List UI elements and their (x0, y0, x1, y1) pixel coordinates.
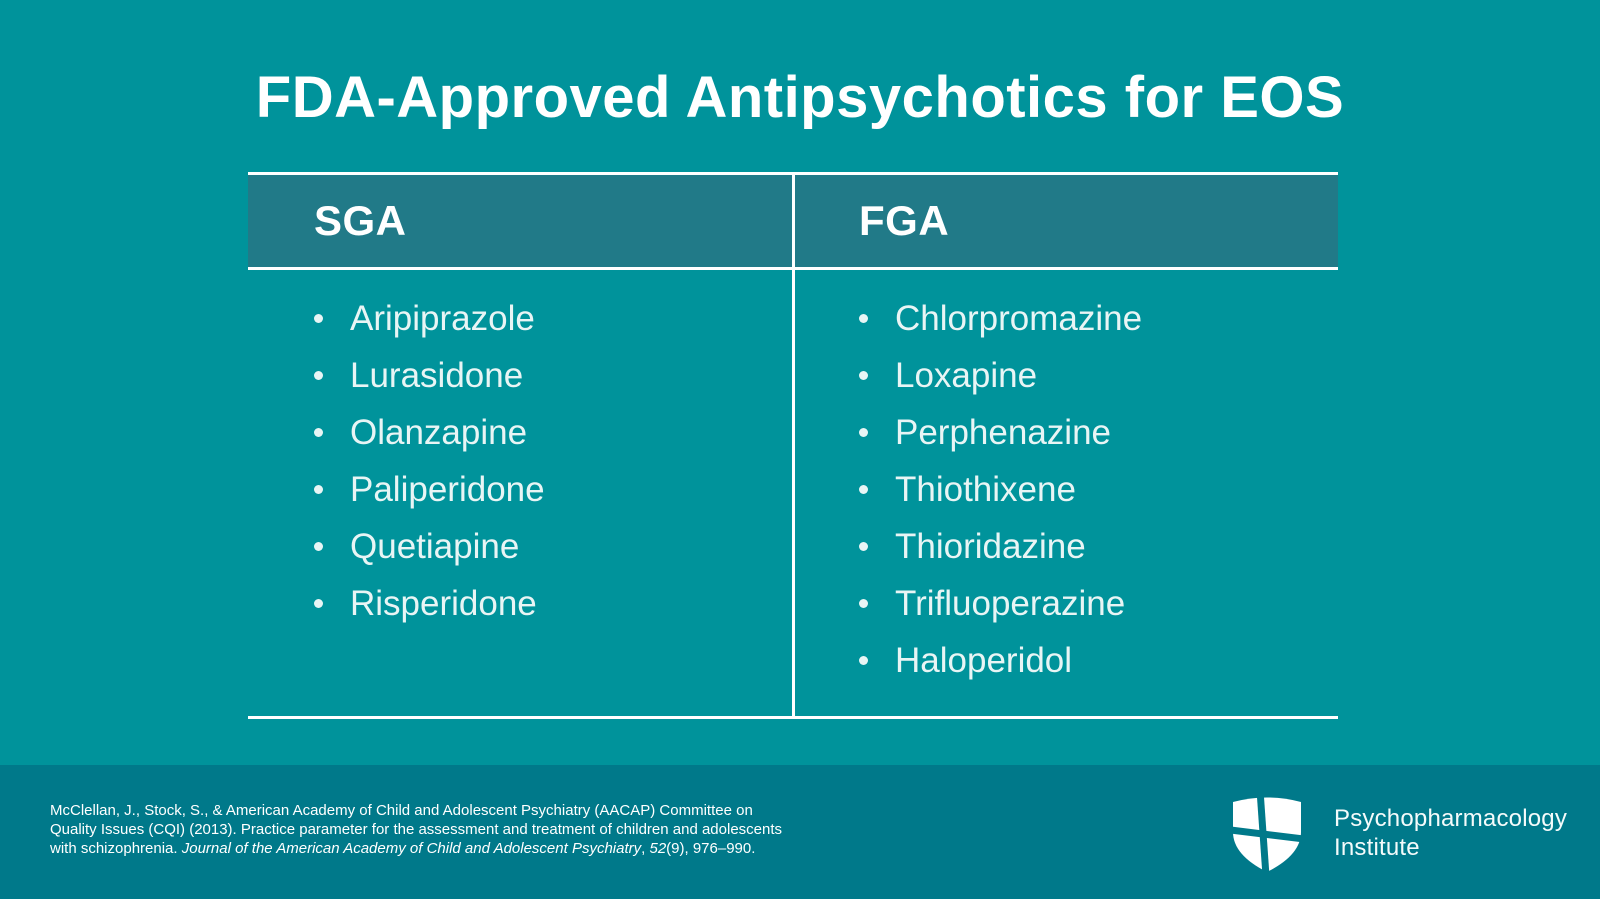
column-header-fga: FGA (859, 197, 950, 244)
list-item (314, 347, 793, 404)
list-item (859, 347, 1338, 404)
drug-name: Lurasidone (350, 355, 524, 395)
bullet-icon (859, 314, 868, 323)
drug-name: Chlorpromazine (895, 298, 1143, 338)
footer-band (0, 765, 1600, 899)
list-item (314, 575, 793, 632)
list-item (859, 404, 1338, 461)
drug-name: Perphenazine (895, 412, 1111, 452)
citation-line-2: Quality Issues (CQI) (2013). Practice parameter for the assessment and treatment of children and adolescents (50, 821, 783, 838)
bullet-icon (314, 371, 323, 380)
citation (50, 801, 782, 858)
list-item (859, 632, 1338, 689)
list-item (314, 404, 793, 461)
list-item (314, 518, 793, 575)
list-item (859, 461, 1338, 518)
bullet-icon (859, 428, 868, 437)
bullet-icon (859, 656, 868, 665)
bullet-icon (859, 371, 868, 380)
drug-name: Thioridazine (895, 526, 1086, 566)
bullet-icon (314, 542, 323, 551)
bullet-icon (314, 314, 323, 323)
column-header-sga: SGA (314, 197, 407, 244)
shield-cross-icon (1228, 792, 1306, 874)
drug-name: Quetiapine (350, 526, 520, 566)
bullet-icon (859, 485, 868, 494)
citation-line-1: McClellan, J., Stock, S., & American Academy of Child and Adolescent Psychiatry (AACAP) Committee on (50, 802, 753, 819)
drug-name: Paliperidone (350, 469, 545, 509)
citation-journal-title: Journal of the American Academy of Child and Adolescent Psychiatry (181, 840, 642, 857)
citation-issue-pages: (9), 976–990. (666, 840, 756, 857)
citation-line-3 (50, 839, 782, 858)
drug-name: Thiothixene (895, 469, 1076, 509)
column-divider (792, 172, 795, 719)
drug-name: Trifluoperazine (895, 583, 1126, 623)
drug-name: Olanzapine (350, 412, 528, 452)
drug-name: Haloperidol (895, 640, 1073, 680)
citation-text: with schizophrenia. (50, 840, 182, 857)
bullet-icon (314, 599, 323, 608)
logo-wordmark (1334, 804, 1567, 862)
page-title: FDA-Approved Antipsychotics for EOS (255, 65, 1345, 130)
list-item (859, 575, 1338, 632)
sga-drug-list (248, 270, 793, 716)
bullet-icon (314, 485, 323, 494)
logo-line-1: Psychopharmacology (1334, 805, 1568, 832)
bullet-icon (314, 428, 323, 437)
drug-name: Aripiprazole (350, 298, 535, 338)
list-item (859, 518, 1338, 575)
fga-drug-list (793, 270, 1338, 716)
citation-volume: 52 (649, 840, 667, 857)
bullet-icon (859, 542, 868, 551)
drug-name: Loxapine (895, 355, 1038, 395)
citation-separator: , (641, 840, 650, 857)
logo-line-2: Institute (1334, 834, 1420, 861)
list-item (859, 290, 1338, 347)
list-item (314, 461, 793, 518)
psychopharmacology-institute-logo (1228, 792, 1567, 874)
bullet-icon (859, 599, 868, 608)
antipsychotics-table (248, 172, 1338, 719)
list-item (314, 290, 793, 347)
drug-name: Risperidone (350, 583, 537, 623)
